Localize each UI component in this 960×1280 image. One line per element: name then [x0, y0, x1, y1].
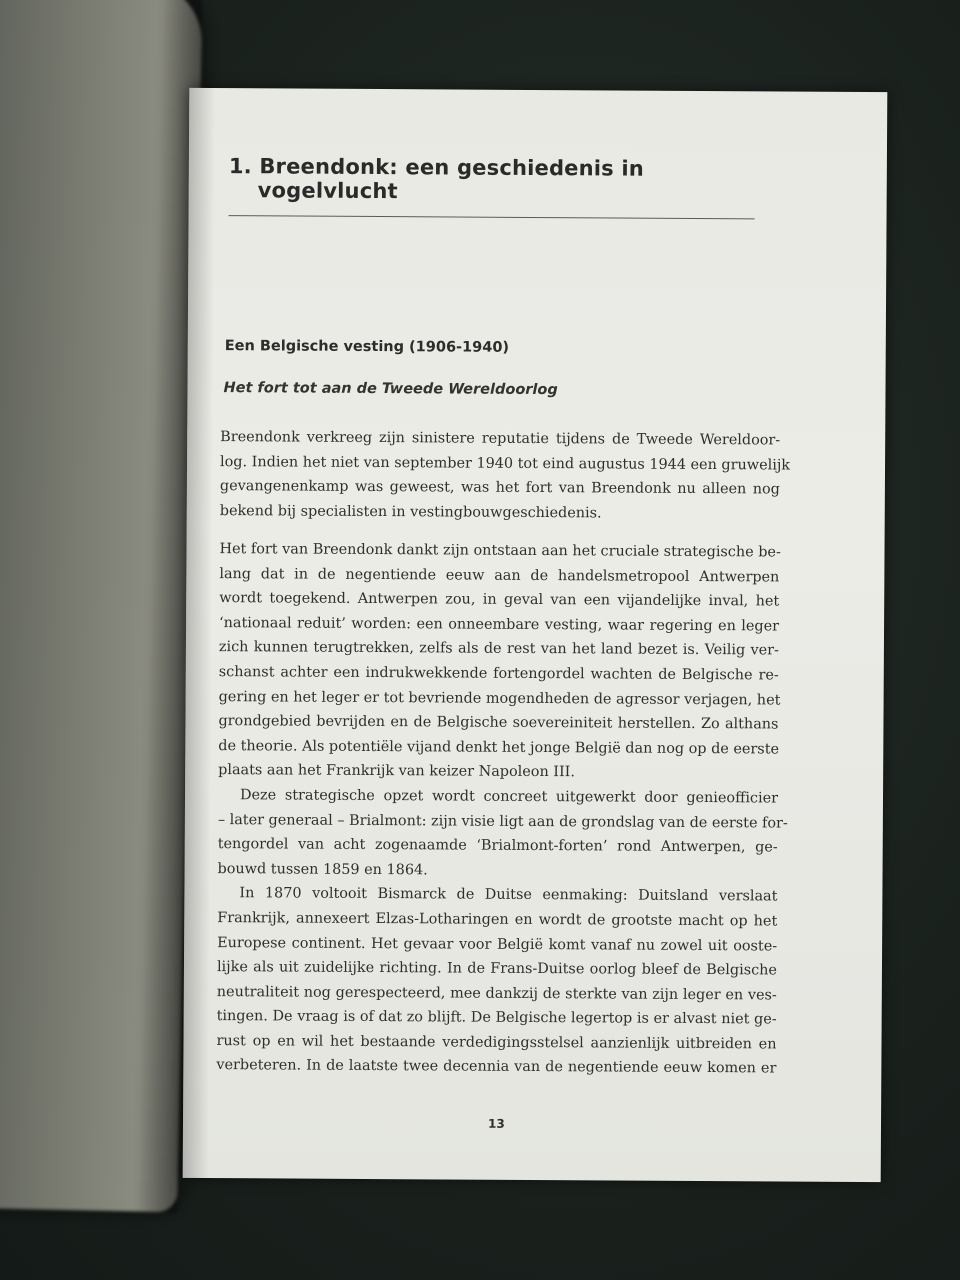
- text-line: neutraliteit nog gerespecteerd, mee dankzij de sterkte van zijn leger en ves-: [216, 983, 777, 1004]
- text-line: In 1870 voltooit Bismarck de Duitse eenmaking: Duitsland verslaat: [239, 885, 778, 905]
- text-line: Europese continent. Het gevaar voor België komt vanaf nu zowel uit ooste-: [217, 934, 778, 954]
- text-line: wordt toegekend. Antwerpen zou, in geval van een vijandelijke inval, het: [219, 590, 780, 610]
- text-line: lijke als uit zuidelijke richting. In de Frans-Duitse oorlog bleef de Belgische: [216, 959, 778, 979]
- text-line: tengordel van acht zogenaamde ‘Brialmont-forten’ rond Antwerpen, ge-: [217, 836, 778, 856]
- text-line: – later generaal – Brialmont: zijn visie ligt aan de grondslag van de eerste for-: [217, 811, 788, 832]
- paragraph-2: [216, 537, 788, 1081]
- text-line: Frankrijk, annexeert Elzas-Lotharingen en wordt de grootste macht op het: [217, 909, 778, 930]
- text-line: bekend bij specialisten in vestingbouwgeschiedenis.: [219, 502, 602, 522]
- text-line: plaats aan het Frankrijk van keizer Napoleon III.: [218, 762, 575, 781]
- page-gutter-shadow: [183, 88, 216, 1178]
- text-line: schanst achter een indrukwekkende fortengordel wachten de Belgische re-: [218, 664, 779, 684]
- text-line: rust op en wil het bestaande verdedigingsstelsel aanzienlijk uitbreiden en: [216, 1032, 777, 1053]
- text-line: gering en het leger er tot bevriende mogendheden de agressor verjagen, het: [218, 688, 781, 709]
- left-page: [0, 0, 203, 1212]
- paragraph-1: [219, 425, 791, 527]
- subsection-heading: Het fort tot aan de Tweede Wereldoorlog: [223, 380, 558, 399]
- text-line: Deze strategische opzet wordt concreet uitgewerkt door genieofficier: [239, 787, 779, 807]
- text-line: zich kunnen terugtrekken, zelfs als de rest van het land bezet is. Veilig ver-: [218, 639, 779, 659]
- text-line: de theorie. Als potentiële vijand denkt het jonge België dan nog op de eerste: [218, 737, 780, 758]
- text-line: Breendonk verkreeg zijn sinistere reputatie tijdens de Tweede Wereldoor-: [220, 429, 781, 449]
- text-line: log. Indien het niet van september 1940 tot eind augustus 1944 een gruwelijk: [220, 453, 791, 474]
- text-line: lang dat in de negentiende eeuw aan de handelsmetropool Antwerpen: [219, 565, 780, 586]
- text-line: bouwd tussen 1859 en 1864.: [217, 860, 428, 879]
- text-line: Het fort van Breendonk dankt zijn ontstaan aan het cruciale strategische be-: [219, 541, 781, 561]
- text-line: verbeteren. In de laatste twee decennia van de negentiende eeuw komen er: [216, 1057, 777, 1077]
- section-heading: Een Belgische vesting (1906-1940): [224, 338, 510, 356]
- chapter-title-line-1: 1. Breendonk: een geschiedenis in: [228, 154, 645, 181]
- text-line: grondgebied bevrijden en de Belgische soevereiniteit herstellen. Zo althans: [218, 713, 779, 733]
- chapter-title-line-2: vogelvlucht: [257, 178, 398, 204]
- text-line: gevangenenkamp was geweest, was het fort van Breendonk nu alleen nog: [219, 478, 780, 498]
- book-page: [183, 88, 888, 1182]
- title-rule: [229, 215, 755, 219]
- text-line: tingen. De vraag is of dat zo blijft. De Belgische legertop is er alvast niet ge-: [216, 1008, 777, 1028]
- page-number: 13: [487, 1116, 505, 1131]
- text-line: ‘nationaal reduit’ worden: een onneembare vesting, waar regering en leger: [219, 614, 780, 635]
- chapter-title: [229, 154, 749, 205]
